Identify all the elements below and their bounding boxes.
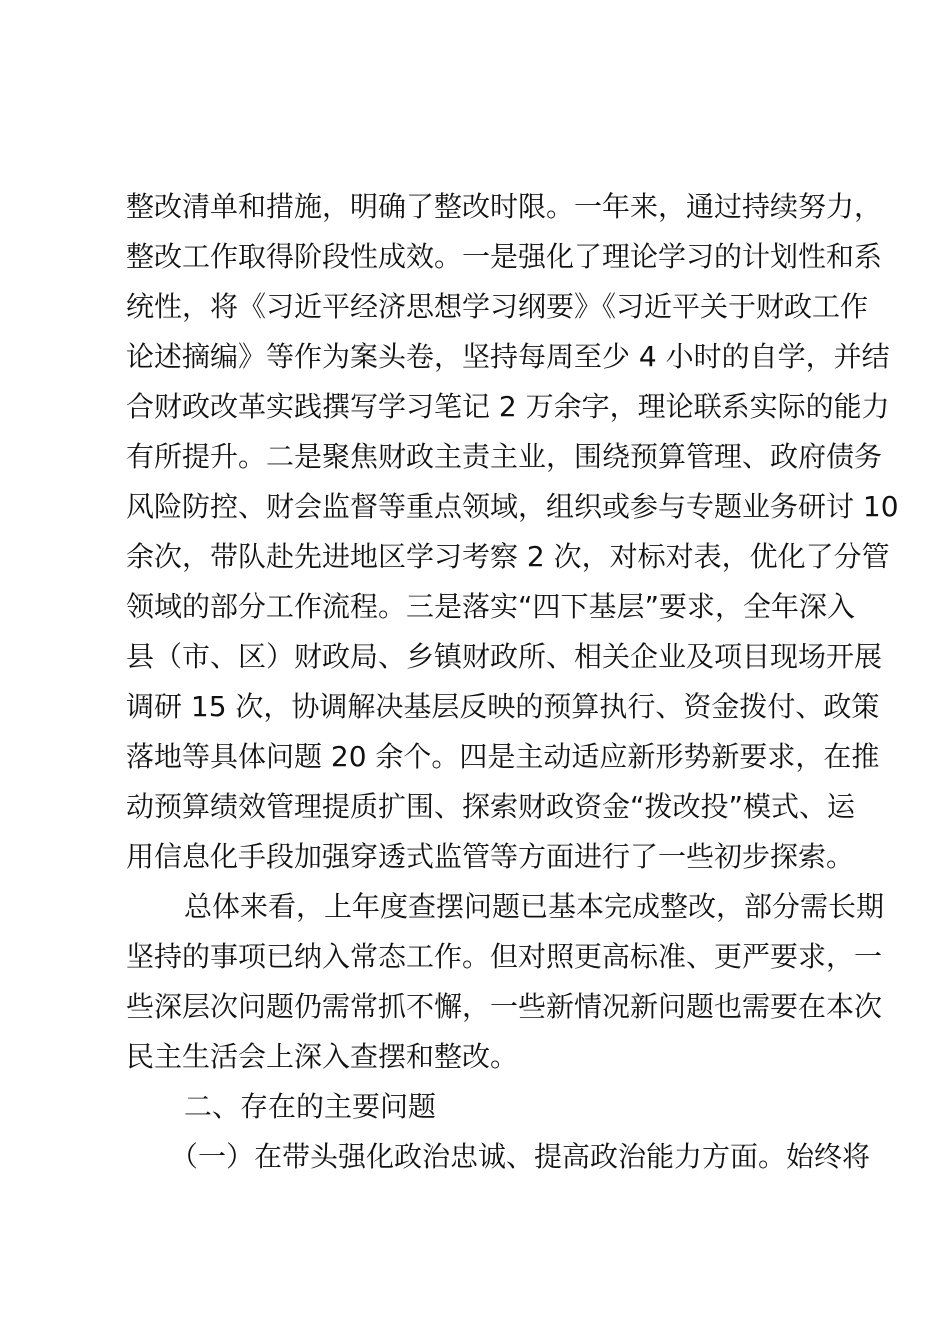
text-line: 落地等具体问题 20 余个。四是主动适应新形势新要求，在推 [126,740,880,773]
text-line: 民主生活会上深入查摆和整改。 [126,1040,519,1073]
heading-text: 二、存在的主要问题 [184,1090,437,1123]
section-heading-main-problems [126,1082,832,1132]
text-line: 些深层次问题仍需常抓不懈，一些新情况新问题也需要在本次 [126,990,883,1023]
text-line: 统性，将《习近平经济思想学习纲要》《习近平关于财政工作 [126,290,869,323]
text-line: 论述摘编》等作为案头卷，坚持每周至少 4 小时的自学，并结 [126,340,890,373]
paragraph-rectification-progress [126,182,899,882]
text-line: 整改工作取得阶段性成效。一是强化了理论学习的计划性和系 [126,240,883,273]
text-line: 风险防控、财会监督等重点领域，组织或参与专题业务研讨 10 [126,490,899,523]
text-line: 领域的部分工作流程。三是落实“四下基层”要求，全年深入 [126,590,856,623]
text-line: 调研 15 次，协调解决基层反映的预算执行、资金拨付、政策 [126,690,880,723]
text-line: 动预算绩效管理提质扩围、探索财政资金“拨改投”模式、运 [126,790,856,823]
text-line: 整改清单和措施，明确了整改时限。一年来，通过持续努力， [126,190,883,223]
text-line: 用信息化手段加强穿透式监管等方面进行了一些初步探索。 [126,840,855,873]
text-line: 有所提升。二是聚焦财政主责主业，围绕预算管理、政府债务 [126,440,883,473]
text-line: 合财政改革实践撰写学习笔记 2 万余字，理论联系实际的能力 [126,390,890,423]
text-line: 坚持的事项已纳入常态工作。但对照更高标准、更严要求，一 [126,940,883,973]
text-line: （一）在带头强化政治忠诚、提高政治能力方面。始终将 [170,1140,871,1173]
text-line: 总体来看，上年度查摆问题已基本完成整改，部分需长期 [184,890,885,923]
document-page [126,182,899,1182]
paragraph-political-loyalty [126,1132,871,1182]
paragraph-summary [126,882,885,1082]
text-line: 县（市、区）财政局、乡镇财政所、相关企业及项目现场开展 [126,640,883,673]
text-line: 余次，带队赴先进地区学习考察 2 次，对标对表，优化了分管 [126,540,890,573]
